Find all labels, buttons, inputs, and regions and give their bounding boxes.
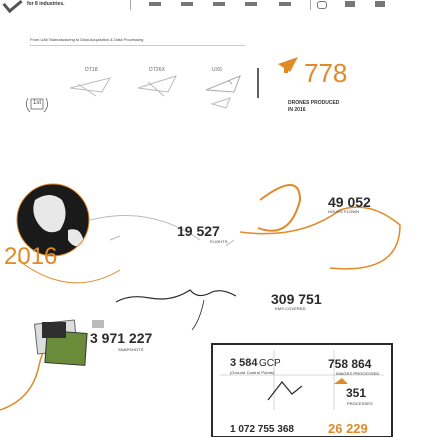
drones-value: 778	[304, 58, 348, 88]
photo-stack-icon	[35, 320, 88, 365]
model-label: UX5	[212, 67, 223, 73]
tagline: for 8 industries.	[27, 1, 65, 7]
drone-dt26x-icon	[138, 76, 176, 96]
model-label: DT26X	[149, 67, 166, 73]
gcp-unit: GCP	[259, 358, 281, 369]
drone-dt18-icon	[70, 78, 110, 96]
snapshots-value: 3 971 227	[90, 330, 153, 346]
snapshots-label: SNAPSHOTS	[118, 347, 144, 352]
hours-value: 49 052	[328, 194, 371, 210]
flights-value: 19 527	[177, 223, 220, 239]
year-label: 2016	[4, 243, 58, 270]
drones-label: DRONES PRODUCED	[288, 100, 340, 106]
drone-count-icon	[278, 57, 298, 73]
squiggle-line	[192, 300, 204, 330]
kms-label: KMS COVERED	[275, 306, 306, 311]
drones-label-year: IN 2016	[288, 107, 306, 113]
hours-curve-2	[258, 185, 300, 231]
hours-curve	[240, 207, 400, 269]
rank-label: 1st	[33, 100, 42, 106]
processes-label: PROCESSES	[347, 401, 373, 406]
hours-label: HOURS FLOWN	[328, 209, 360, 214]
squiggle-line	[116, 290, 236, 302]
kms-value: 309 751	[271, 291, 322, 307]
images-label: IMAGES PROCESSED	[336, 371, 380, 376]
camera-icon	[92, 320, 104, 328]
processes-value: 351	[346, 386, 367, 400]
flights-label: FLIGHTS	[210, 239, 228, 244]
gcp-value: 3 584	[230, 357, 258, 369]
gcp-label: (Ground Control Points)	[230, 370, 275, 375]
small-drone-icon	[212, 98, 230, 108]
model-label: DT18	[85, 67, 98, 73]
bottom-left-value: 1 072 755 368	[230, 424, 294, 435]
drone-ux5-icon	[206, 76, 240, 92]
subtitle: From UAV Manufacturing to Data Acquisition & Data Processing	[30, 37, 144, 42]
images-value: 758 864	[328, 357, 372, 371]
bottom-right-value: 26 229	[328, 421, 368, 436]
